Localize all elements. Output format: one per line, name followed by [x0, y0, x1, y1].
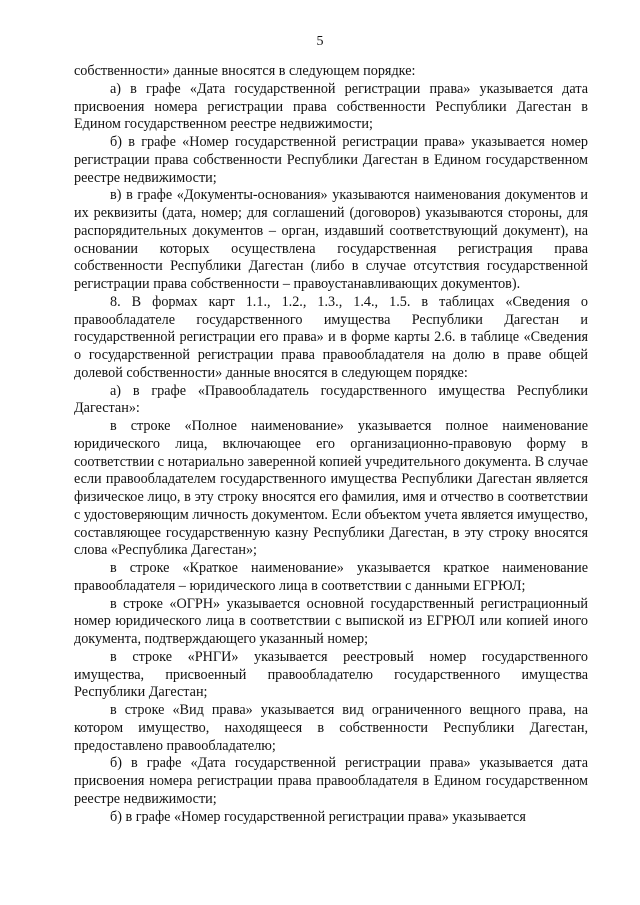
paragraph-item-v-documents: в) в графе «Документы-основания» указываются наименования документов и их реквизиты (дата, номер; для соглашений (договоров) указываются стороны, для распорядительных документов – орган, издавший соответствующий документ), на основании которых осуществлена государственная регистрация права собственности Республики Дагестан (либо в случае отсутствия государственной регистрации права собственности – правоустанавливающих документов).: [74, 187, 588, 292]
paragraph-continuation: собственности» данные вносятся в следующем порядке:: [74, 63, 416, 79]
paragraph-item-b-number-partial: б) в графе «Номер государственной регистрации права» указывается: [110, 808, 526, 825]
paragraph-item-a-rightholder: а) в графе «Правообладатель государственного имущества Республики Дагестан»:: [74, 382, 588, 417]
paragraph-short-name: в строке «Краткое наименование» указывается краткое наименование правообладателя – юридического лица в соответствии с данными ЕГРЮЛ;: [74, 560, 588, 594]
document-body: [74, 63, 588, 826]
paragraph-full-name: в строке «Полное наименование» указывается полное наименование юридического лица, включающее его организационно-правовую форму в соответствии с нотариально заверенной копией учредительного документа. В случае если правообладателем государственного имущества Республики Дагестан является физическое лицо, в эту строку вносятся его фамилия, имя и отчество в соответствии с удостоверяющим личность документом. Если объектом учета является имущество, составляющее государственную казну Республики Дагестан, в эту строку вносятся слова «Республика Дагестан»;: [74, 418, 588, 559]
paragraph-item-b-date: б) в графе «Дата государственной регистрации права» указывается дата присвоения номера регистрации права правообладателя в Едином государственном реестре недвижимости;: [74, 755, 588, 807]
paragraph-item-b-number: б) в графе «Номер государственной регистрации права» указывается номер регистрации права собственности Республики Дагестан в Едином государственном реестре недвижимости;: [74, 134, 588, 186]
page-number: 5: [316, 34, 324, 49]
paragraph-item-a-date: а) в графе «Дата государственной регистрации права» указывается дата присвоения номера регистрации права собственности Республики Дагестан в Едином государственном реестре недвижимости;: [74, 80, 588, 133]
paragraph-rngi: в строке «РНГИ» указывается реестровый номер государственного имущества, присвоенный правообладателю государственного имущества Республики Дагестан;: [74, 648, 588, 701]
paragraph-clause-8: 8. В формах карт 1.1., 1.2., 1.3., 1.4., 1.5. в таблицах «Сведения о правообладателе государственного имущества Республики Дагестан и государственной регистрации его права» и в форме карты 2.6. в таблице «Сведения о государственной регистрации права правообладателя на долю в праве общей долевой собственности» данные вносятся в следующем порядке:: [74, 293, 588, 381]
paragraph-right-type: в строке «Вид права» указывается вид ограниченного вещного права, на котором имущество, находящееся в собственности Республики Дагестан, предоставлено правообладателю;: [74, 702, 588, 754]
paragraph-ogrn: в строке «ОГРН» указывается основной государственный регистрационный номер юридического лица в соответствии с выпиской из ЕГРЮЛ или копией иного документа, подтверждающего указанный номер;: [74, 595, 588, 647]
